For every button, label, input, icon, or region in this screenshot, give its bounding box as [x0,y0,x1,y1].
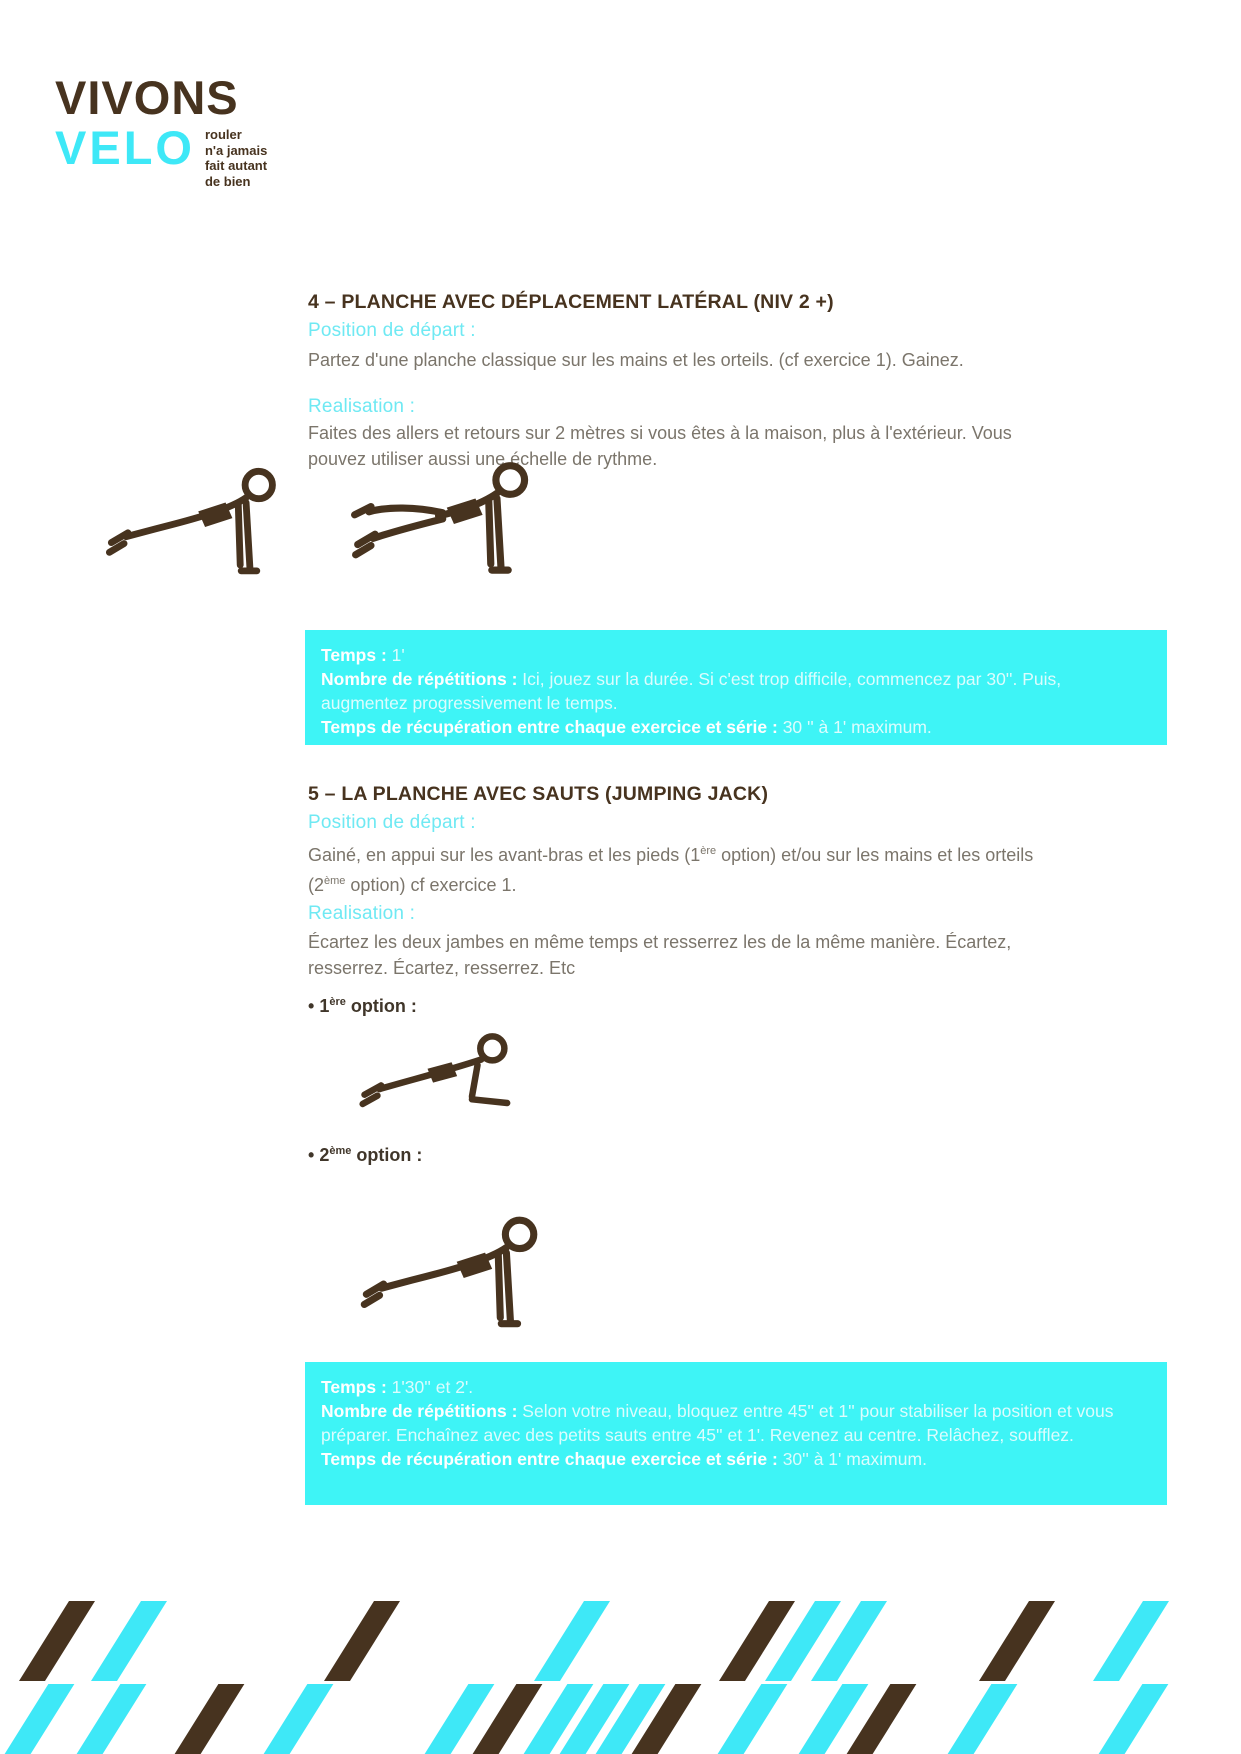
exercise4-info-box [305,630,1167,745]
stripe-slash [170,1684,245,1754]
option-text: option : [345,996,417,1016]
temps-value: 1'30'' et 2'. [391,1377,474,1397]
position-text-part: (2 [308,875,325,895]
repetitions-line [321,1399,1151,1447]
superscript: ème [329,1145,352,1157]
temps-line [321,1375,1151,1399]
position-text-part: option) cf exercice 1. [345,875,517,895]
position-text-part: Gainé, en appui sur les avant-bras et les pieds (1 [308,845,701,865]
position-text-part: option) et/ou sur les mains et les orteils [716,845,1034,865]
repetitions-line [321,667,1151,715]
exercise5-position-text [308,838,1098,898]
tagline-line: fait autant [204,158,268,173]
exercise4-position-text: Partez d'une planche classique sur les mains et les orteils. (cf exercice 1). Gainez. [308,350,964,370]
forearm-plank-illustration [330,1028,525,1116]
option-number: 1 [319,996,330,1016]
repetitions-label: Nombre de répétitions : [321,1401,518,1421]
exercise5-position-label: Position de départ : [308,812,476,833]
superscript: ère [700,845,717,857]
repetitions-value: Ici, jouez sur la durée. Si c'est trop difficile, commencez par 30''. Puis, augmentez progressivement le temps. [321,669,1062,713]
stripe-slash [713,1684,788,1754]
stripe-slash [91,1601,167,1681]
plank-lateral-illustration [328,452,543,593]
option-number: 2 [319,1145,330,1165]
logo-word-velo: VELO [55,121,195,174]
stripe-slash [0,1684,74,1754]
option-text: option : [351,1145,423,1165]
bullet-icon: • [308,996,315,1016]
stripe-slash [19,1601,95,1681]
exercise5-info-box [305,1362,1167,1505]
stripe-slash [979,1601,1055,1681]
logo-tagline [205,127,267,189]
tagline-line: n'a jamais [204,142,268,158]
exercise4-heading: 4 – PLANCHE AVEC DÉPLACEMENT LATÉRAL (NIV 2 +) [308,291,834,313]
stripe-slash [324,1601,400,1681]
exercise5-heading: 5 – LA PLANCHE AVEC SAUTS (JUMPING JACK) [308,783,769,805]
plank-hands-illustration-2 [338,1208,553,1345]
option1-label [308,996,417,1017]
recuperation-value: 30'' à 1' maximum. [782,1449,927,1469]
exercise4-position-label: Position de départ : [308,320,476,341]
bullet-icon: • [308,1145,315,1165]
recuperation-line [321,1447,1151,1471]
temps-line [321,643,1151,667]
stripe-row-1 [0,1601,1241,1681]
stripe-row-2 [0,1684,1241,1754]
stripe-slash [943,1684,1018,1754]
repetitions-value: Selon votre niveau, bloquez entre 45'' et 1'' pour stabiliser la position et vous préparer. Enchaînez avec des petits sauts entre 45'' et 1'. Revenez au centre. Relâchez, soufflez. [321,1401,1114,1445]
exercise5-realisation-label: Realisation : [308,903,416,924]
exercise4-realisation-label: Realisation : [308,396,416,417]
exercise5-realisation-text: Écartez les deux jambes en même temps et resserrez les de la même manière. Écartez, resserrez. Écartez, resserrez. Etc [308,932,1012,978]
recuperation-label: Temps de récupération entre chaque exercice et série : [321,717,778,737]
recuperation-line [321,715,1151,739]
repetitions-label: Nombre de répétitions : [321,669,518,689]
temps-label: Temps : [321,645,387,665]
stripe-slash [259,1684,334,1754]
temps-label: Temps : [321,1377,387,1397]
stripe-slash [72,1684,147,1754]
exercise4-realisation-text: Faites des allers et retours sur 2 mètres si vous êtes à la maison, plus à l'extérieur. Vous pouvez utiliser aussi une échelle de rythme. [308,423,1012,469]
superscript: ère [329,996,346,1008]
recuperation-label: Temps de récupération entre chaque exercice et série : [321,1449,778,1469]
vivons-velo-logo [55,71,268,189]
option2-label [308,1145,422,1166]
stripe-slash [534,1601,610,1681]
plank-hands-illustration [85,458,290,593]
tagline-line: rouler [204,127,242,142]
superscript: ème [324,875,346,887]
temps-value: 1' [391,645,405,665]
logo-word-vivons: VIVONS [55,71,239,124]
stripe-slash [1093,1601,1169,1681]
recuperation-value: 30 '' à 1' maximum. [782,717,932,737]
stripe-slash [1094,1684,1169,1754]
tagline-line: de bien [204,173,251,189]
